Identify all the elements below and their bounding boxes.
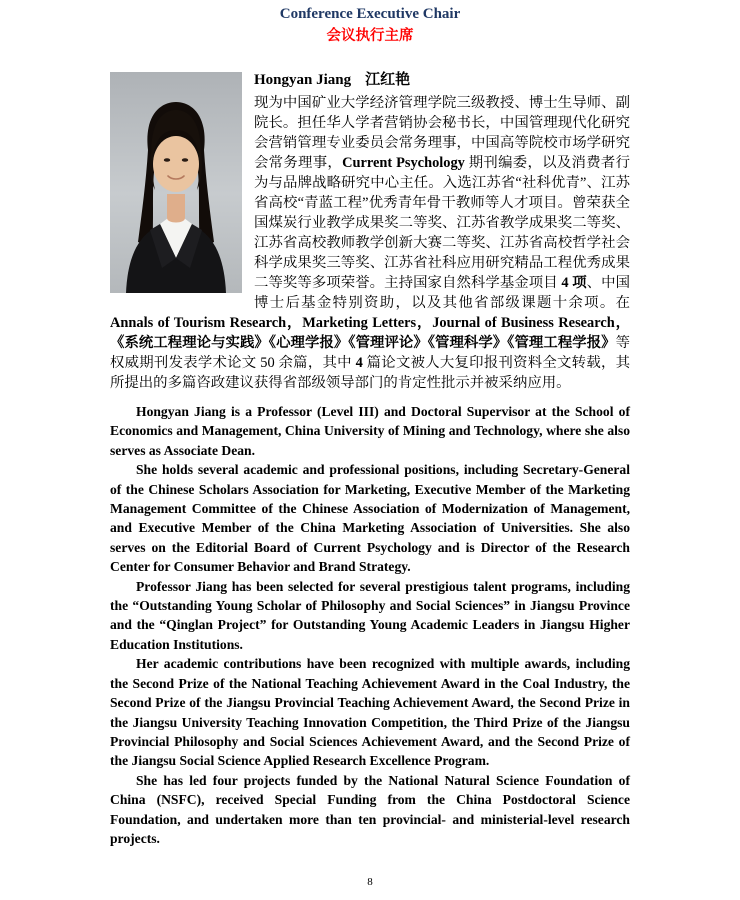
page-number: 8 bbox=[367, 876, 373, 888]
profile-name-chinese: 江红艳 bbox=[365, 72, 411, 88]
bio-english bbox=[110, 402, 630, 848]
bio-zh-segment: Current Psychology bbox=[342, 155, 469, 171]
bio-zh-segment: 现为中国矿业大学经济管理学院三级教授、博士生导师、副院长。担任华人学者营销协会秘书长，中国管理现代化研究会营销管理专业委员会常务理事，中国高等院校市场学研究会常务理事， bbox=[254, 95, 630, 171]
portrait-illustration bbox=[110, 72, 242, 293]
bio-zh-segment: 4 项 bbox=[561, 275, 587, 291]
bio-zh-segment: 篇论文被人大复印报刊资料全文转载，其所提出的多篇咨政建议获得省部级领导部门的肯定性批示并被采纳应用。 bbox=[110, 355, 630, 391]
bio-paragraph-en: She has led four projects funded by the National Natural Science Foundation of China (NSFC), received Special Funding from the China Postdoctoral Science Foundation, and undertaken more than ten provincial- and ministerial-level research projects. bbox=[110, 772, 630, 846]
profile-name-english: Hongyan Jiang bbox=[254, 72, 352, 88]
page-title-chinese: 会议执行主席 bbox=[326, 28, 414, 44]
bio-zh-segment: 期刊编委，以及消费者行为与品牌战略研究中心主任。入选江苏省“社科优青”、江苏省高校“青蓝工程”优秀青年骨干教师等人才项目。曾荣获全国煤炭行业教学成果奖二等奖、江苏省教学成果奖二等奖、江苏省高校教师教学创新大赛二等奖、江苏省高校哲学社会科学成果奖三等奖、江苏省社科应用研究精品工程优秀成果二等奖等多项荣誉。主持国家自然科学基金项目 bbox=[254, 155, 630, 291]
page-title-english: Conference Executive Chair bbox=[279, 6, 461, 22]
profile-photo bbox=[110, 72, 242, 293]
bio-paragraph-en: Hongyan Jiang is a Professor (Level III) and Doctoral Supervisor at the School of Economics and Management, China University of Mining and Technology, where she also serves as Associate Dean. bbox=[110, 404, 630, 458]
profile-bio-block bbox=[110, 69, 630, 393]
bio-zh-segment: 、中国博士后基金特别资助，以及其他省部级课题十余项。在 bbox=[254, 275, 630, 311]
bio-paragraph-en: Professor Jiang has been selected for several prestigious talent programs, including the “Outstanding Young Scholar of Philosophy and Social Sciences” in Jiangsu Province and the “Qinglan Project” for Outstanding Young Academic Leaders in Jiangsu Higher Education Institutions. bbox=[110, 578, 630, 652]
bio-paragraph-en: Her academic contributions have been recognized with multiple awards, including the Second Prize of the National Teaching Achievement Award in the Coal Industry, the Second Prize of the Jiangsu Provincial Teaching Achievement Award, the Second Prize in the Jiangsu University Teaching Innovation Competition, the Third Prize of the Jiangsu Provincial Philosophy and Social Sciences Achievement Award, and the Second Prize of the Jiangsu Social Science Applied Research Excellence Program. bbox=[110, 656, 630, 769]
bio-zh-segment: 等权威期刊发表学术论文 50 余篇，其中 bbox=[110, 335, 630, 371]
bio-zh-segment: Annals of Tourism Research，Marketing Letters，Journal of Business Research，《系统工程理论与实践》《心理学报》《管理评论》《管理科学》《管理工程学报》 bbox=[110, 315, 630, 351]
bio-zh-segment: 4 bbox=[355, 355, 363, 371]
bio-paragraph-en: She holds several academic and professional positions, including Secretary-General of the Chinese Scholars Association for Marketing, Executive Member of the Marketing Management Committee of the Chinese Association of Modernization of Management, and Executive Member of the China Marketing Association of Universities. She also serves on the Editorial Board of Current Psychology and is Director of the Research Center for Consumer Behavior and Brand Strategy. bbox=[110, 462, 630, 575]
